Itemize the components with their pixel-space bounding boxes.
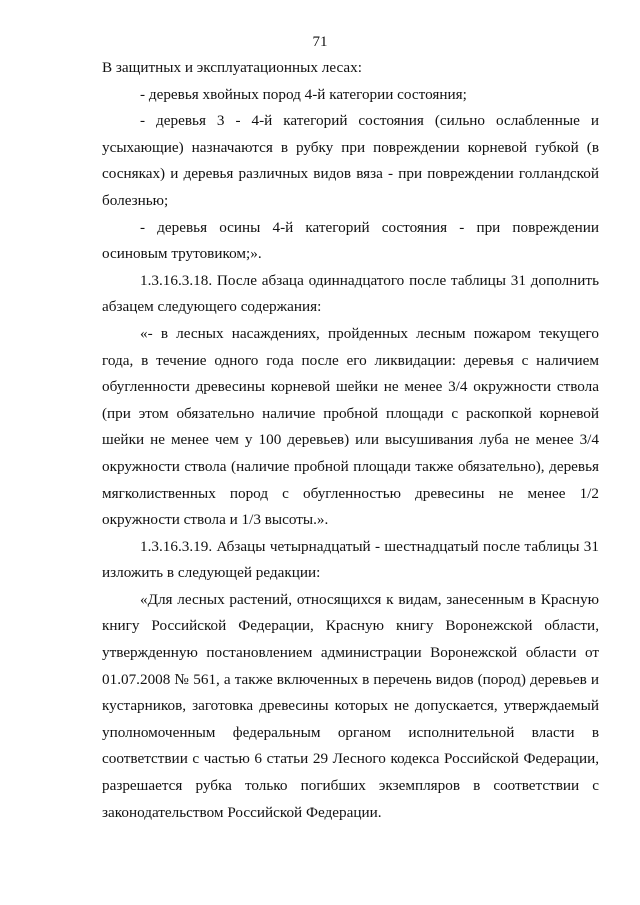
paragraph-red-book: «Для лесных растений, относящихся к видам, занесенным в Красную книгу Российской Федерации, Красную книгу Воронежской области, утвержденную постановлением администрации Воронежской области от 01.07.2008 № 561, а также включенных в перечень видов (пород) деревьев и кустарников, заготовка древесины которых не допускается, утверждаемый уполномоченным федеральным органом исполнительной власти в соответствии с частью 6 статьи 29 Лесного кодекса Российской Федерации, разрешается рубка только погибших экземпляров в соответствии с законодательством Российской Федерации. (102, 590, 599, 821)
paragraph-item-19: 1.3.16.3.19. Абзацы четырнадцатый - шестнадцатый после таблицы 31 изложить в следующей редакции: (102, 537, 599, 582)
page-number: 71 (312, 34, 328, 50)
paragraph-fire-damage: «- в лесных насаждениях, пройденных лесным пожаром текущего года, в течение одного года после его ликвидации: деревья с наличием обугленности древесины корневой шейки не менее 3/4 окружности ствола (при этом обязательно наличие пробной площади с раскопкой корневой шейки не менее чем у 100 деревьев) или высушивания луба не менее 3/4 окружности ствола (наличие пробной площади также обязательно), деревья мягколиственных пород с обугленностью древесины не менее 1/2 окружности ствола и 1/3 высоты.». (102, 324, 599, 529)
document-body (102, 55, 599, 826)
paragraph-categories-3-4: - деревья 3 - 4-й категорий состояния (сильно ослабленные и усыхающие) назначаются в рубку при повреждении корневой губкой (в сосняках) и деревья различных видов вяза - при повреждении голландской болезнью; (102, 112, 599, 209)
paragraph-conifers: - деревья хвойных пород 4-й категории состояния; (140, 85, 467, 103)
paragraph-forests-heading: В защитных и эксплуатационных лесах: (102, 59, 362, 76)
paragraph-aspen: - деревья осины 4-й категорий состояния - при повреждении осиновым трутовиком;». (102, 218, 599, 263)
paragraph-item-18: 1.3.16.3.18. После абзаца одиннадцатого после таблицы 31 дополнить абзацем следующего содержания: (102, 271, 599, 316)
